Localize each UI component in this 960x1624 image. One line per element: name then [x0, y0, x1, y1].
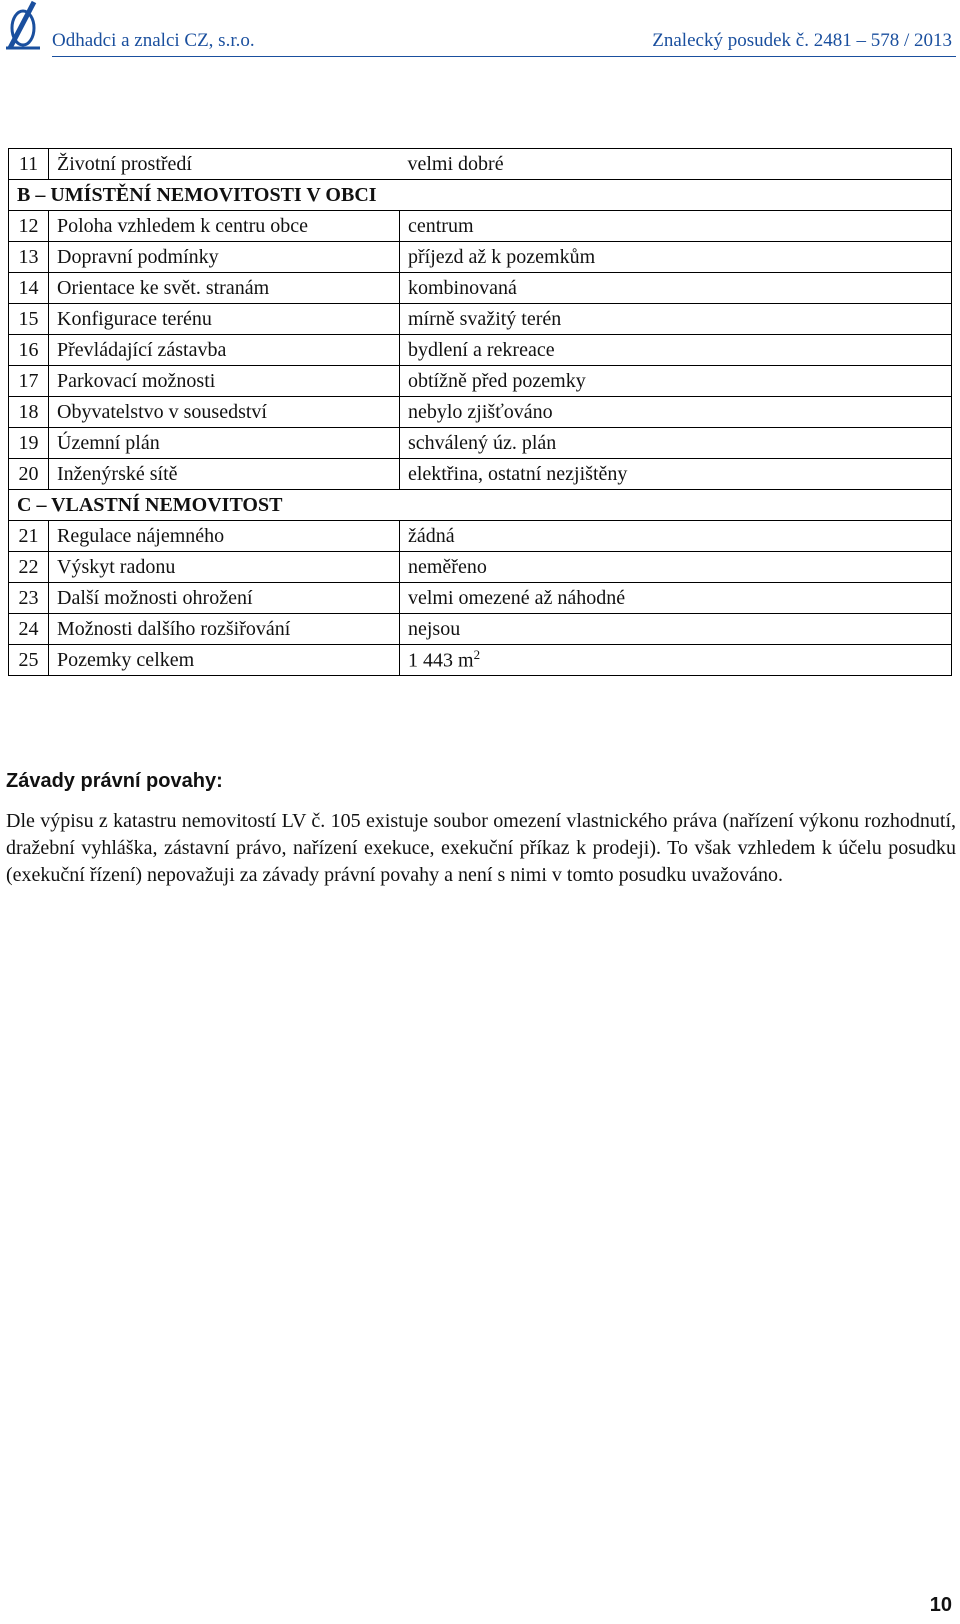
row-value — [400, 211, 952, 242]
row-value-text: 1 443 m — [408, 649, 474, 672]
legal-defects-heading: Závady právní povahy: — [6, 770, 223, 792]
row-value — [400, 552, 952, 583]
row-value — [400, 242, 952, 273]
row-value-text: schválený úz. plán — [408, 431, 557, 454]
row-value — [400, 149, 952, 180]
row-value-text: nejsou — [408, 617, 461, 640]
row-number: 16 — [9, 335, 49, 366]
row-label: Možnosti dalšího rozšiřování — [49, 614, 400, 645]
row-value — [400, 645, 952, 676]
table-row — [9, 552, 952, 583]
row-value-text: kombinovaná — [408, 276, 517, 299]
row-value — [400, 459, 952, 490]
row-value-text: elektřina, ostatní nezjištěny — [408, 462, 628, 485]
row-value-text: velmi dobré — [407, 152, 504, 175]
row-value-superscript: 2 — [473, 647, 481, 663]
row-label: Výskyt radonu — [49, 552, 400, 583]
row-value — [400, 304, 952, 335]
row-number: 20 — [9, 459, 49, 490]
row-label: Obyvatelstvo v sousedství — [49, 397, 400, 428]
table-row — [9, 273, 952, 304]
row-value-text: bydlení a rekreace — [408, 338, 555, 361]
row-number: 14 — [9, 273, 49, 304]
row-label: Územní plán — [49, 428, 400, 459]
row-number: 13 — [9, 242, 49, 273]
row-value-text: příjezd až k pozemkům — [408, 245, 596, 268]
row-number: 15 — [9, 304, 49, 335]
table-row — [9, 614, 952, 645]
row-number: 19 — [9, 428, 49, 459]
row-number: 23 — [9, 583, 49, 614]
table-row — [9, 428, 952, 459]
row-number: 18 — [9, 397, 49, 428]
row-number: 11 — [9, 149, 49, 180]
section-label: B – UMÍSTĚNÍ NEMOVITOSTI V OBCI — [9, 180, 952, 211]
table-row — [9, 304, 952, 335]
header-divider — [52, 56, 956, 57]
table-row — [9, 583, 952, 614]
row-label: Konfigurace terénu — [49, 304, 400, 335]
row-label: Pozemky celkem — [49, 645, 400, 676]
table-row — [9, 211, 952, 242]
property-table — [8, 148, 952, 676]
table-row — [9, 149, 952, 180]
row-number: 25 — [9, 645, 49, 676]
row-label: Regulace nájemného — [49, 521, 400, 552]
row-value-text: neměřeno — [408, 555, 487, 578]
company-logo-icon — [4, 0, 42, 52]
legal-defects-paragraph: Dle výpisu z katastru nemovitostí LV č. 105 existuje soubor omezení vlastnického práva (nařízení výkonu rozhodnutí, dražební vyhláška, zástavní právo, nařízení exekuce, exekuční příkaz k prodeji). To však vzhledem k účelu posudku (exekuční řízení) nepovažuji za závady právní povahy a není s nimi v tomto posudku uvažováno. — [6, 810, 956, 886]
header-company-name: Odhadci a znalci CZ, s.r.o. — [52, 30, 255, 51]
row-label: Parkovací možnosti — [49, 366, 400, 397]
row-value — [400, 521, 952, 552]
table-section-header — [9, 180, 952, 211]
row-value — [400, 614, 952, 645]
row-value-text: nebylo zjišťováno — [408, 400, 553, 423]
row-number: 24 — [9, 614, 49, 645]
header-report-number: Znalecký posudek č. 2481 – 578 / 2013 — [652, 30, 952, 51]
row-label: Inženýrské sítě — [49, 459, 400, 490]
row-value — [400, 583, 952, 614]
row-value-text: mírně svažitý terén — [408, 307, 562, 330]
page-header — [0, 0, 960, 56]
row-value — [400, 397, 952, 428]
table-row — [9, 645, 952, 676]
row-number: 22 — [9, 552, 49, 583]
row-label: Poloha vzhledem k centru obce — [49, 211, 400, 242]
row-label: Převládající zástavba — [49, 335, 400, 366]
page-number: 10 — [929, 1594, 952, 1616]
row-value — [400, 366, 952, 397]
row-value — [400, 428, 952, 459]
table-row — [9, 521, 952, 552]
row-value — [400, 273, 952, 304]
row-number: 21 — [9, 521, 49, 552]
row-label: Dopravní podmínky — [49, 242, 400, 273]
table-row — [9, 335, 952, 366]
row-label: Orientace ke svět. stranám — [49, 273, 400, 304]
row-value-text: centrum — [408, 214, 474, 237]
section-label: C – VLASTNÍ NEMOVITOST — [9, 490, 952, 521]
table-row — [9, 242, 952, 273]
row-number: 17 — [9, 366, 49, 397]
row-value-text: obtížně před pozemky — [408, 369, 586, 392]
row-number: 12 — [9, 211, 49, 242]
table-row — [9, 397, 952, 428]
row-value — [400, 335, 952, 366]
row-label: Životní prostředí — [49, 149, 400, 180]
table-row — [9, 366, 952, 397]
table-section-header — [9, 490, 952, 521]
row-value-text: velmi omezené až náhodné — [408, 586, 626, 609]
table-row — [9, 459, 952, 490]
row-label: Další možnosti ohrožení — [49, 583, 400, 614]
row-value-text: žádná — [408, 524, 455, 547]
